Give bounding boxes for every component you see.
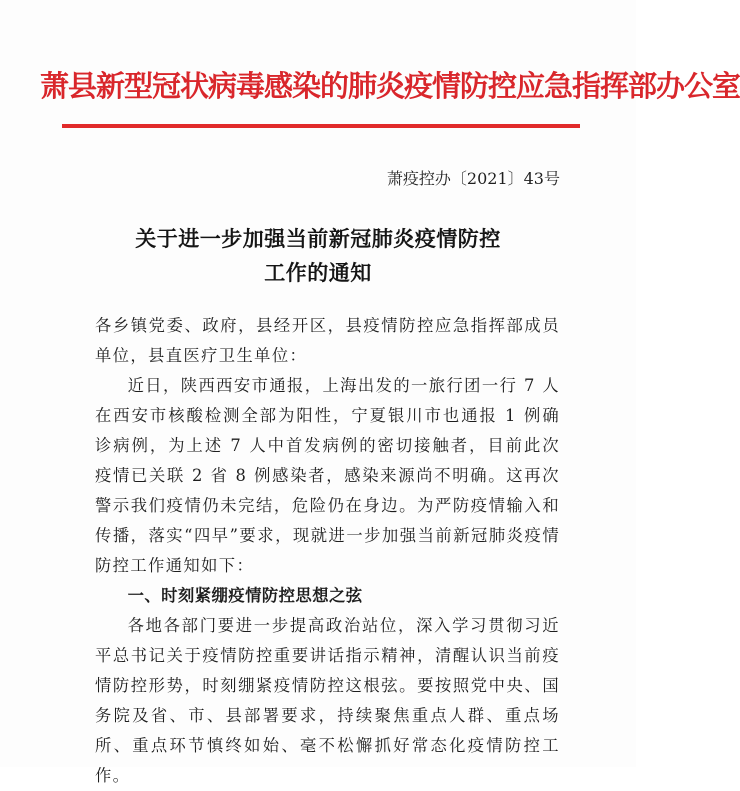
- section-1-heading: 一、时刻紧绷疫情防控思想之弦: [127, 586, 363, 605]
- paragraph-1: 近日，陕西西安市通报，上海出发的一旅行团一行 7 人在西安市核酸检测全部为阳性，宁夏银川市也通报 1 例确诊病例，为上述 7 人中首发病例的密切接触者，目前此次疫情已关联 2 省 8 例感染者，感染来源尚不明确。这再次警示我们疫情仍未完结，危险仍在身边。为严防疫情输入和传播，落实“四早”要求，现就进一步加强当前新冠肺炎疫情防控工作通知如下：: [95, 376, 560, 575]
- document-title-line-2: 工作的通知: [264, 260, 372, 285]
- document-title-line-1: 关于进一步加强当前新冠肺炎疫情防控: [135, 226, 501, 251]
- document-body: [95, 311, 560, 791]
- document-title: [60, 222, 576, 290]
- red-separator-line: [62, 124, 580, 128]
- issuing-office-title: 萧县新型冠状病毒感染的肺炎疫情防控应急指挥部办公室: [40, 69, 740, 103]
- document-number: 萧疫控办〔2021〕43号: [386, 169, 560, 188]
- paragraph-2: 各地各部门要进一步提高政治站位，深入学习贯彻习近平总书记关于疫情防控重要讲话指示精神，清醒认识当前疫情防控形势，时刻绷紧疫情防控这根弦。要按照党中央、国务院及省、市、县部署要求，持续聚焦重点人群、重点场所、重点环节慎终如始、毫不松懈抓好常态化疫情防控工作。: [95, 616, 560, 785]
- salutation: 各乡镇党委、政府，县经开区，县疫情防控应急指挥部成员单位，县直医疗卫生单位：: [95, 316, 560, 365]
